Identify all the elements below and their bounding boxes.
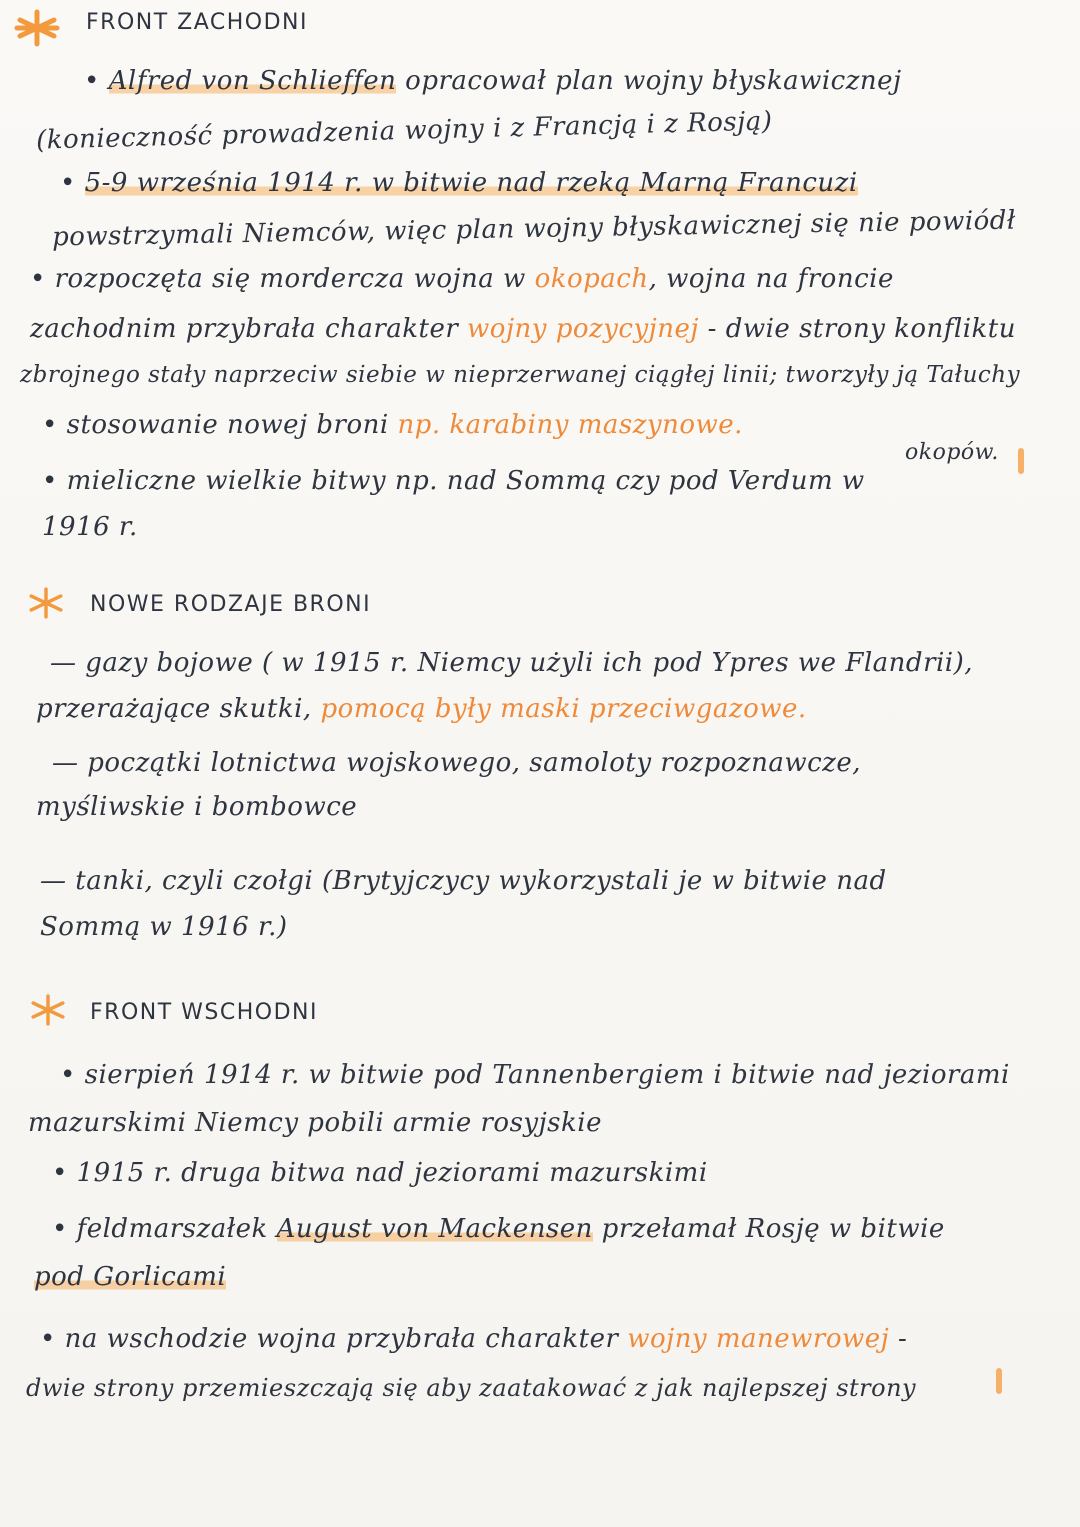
star-icon — [26, 585, 66, 621]
note-line: • 1915 r. druga bitwa nad jeziorami mazurskimi — [52, 1158, 708, 1188]
note-line — [30, 314, 1016, 344]
note-line: Sommą w 1916 r.) — [40, 912, 288, 942]
note-line: • mieliczne wielkie bitwy np. nad Sommą czy pod Verdum w — [42, 466, 865, 496]
text: mieliczne wielkie bitwy np. nad Sommą czy pod Verdum w — [66, 466, 865, 496]
text: przełamał Rosję w bitwie — [592, 1214, 945, 1244]
note-line: • na wschodzie wojna przybrała charakter wojny manewrowej - — [40, 1324, 908, 1354]
text: sierpień 1914 r. w bitwie pod Tannenbergiem i bitwie nad jeziorami — [84, 1060, 1010, 1090]
text: przerażające skutki, — [36, 694, 312, 724]
orange-text: wojny pozycyjnej — [467, 314, 699, 344]
text: - — [889, 1324, 908, 1354]
text: stosowanie nowej broni — [66, 410, 398, 440]
text: rozpoczęta się mordercza wojna w — [54, 264, 535, 294]
text: na wschodzie wojna przybrała charakter — [64, 1324, 628, 1354]
exclamation-mark — [1018, 448, 1024, 474]
section-heading: FRONT WSCHODNI — [90, 1000, 318, 1025]
note-line: • rozpoczęta się mordercza wojna w okopach, wojna na froncie — [30, 264, 894, 294]
note-line: powstrzymali Niemców, więc plan wojny błyskawicznej się nie powiódł — [51, 205, 1017, 253]
note-line: 1916 r. — [42, 512, 138, 542]
text: , wojna na froncie — [648, 264, 894, 294]
note-line: okopów. — [905, 440, 999, 465]
star-icon — [14, 8, 60, 48]
note-line: zbrojnego stały naprzeciw siebie w nieprzerwanej ciągłej linii; tworzyły ją Tałuchy — [20, 362, 1021, 388]
note-line: • sierpień 1914 r. w bitwie pod Tannenbergiem i bitwie nad jeziorami — [60, 1060, 1010, 1090]
orange-text: np. karabiny maszynowe. — [397, 410, 743, 440]
note-line: (konieczność prowadzenia wojny i z Francją i z Rosją) — [35, 106, 773, 156]
exclamation-mark — [996, 1368, 1002, 1394]
note-line: mazurskimi Niemcy pobili armie rosyjskie — [28, 1108, 602, 1138]
highlight: August von Mackensen — [276, 1214, 593, 1244]
note-line: dwie strony przemieszczają się aby zaatakować z jak najlepszej strony — [26, 1374, 917, 1402]
note-line: • stosowanie nowej broni np. karabiny maszynowe. — [42, 410, 743, 440]
highlight: Alfred von Schlieffen — [108, 66, 397, 96]
orange-text: okopach — [534, 264, 649, 294]
note-line: • 5-9 września 1914 r. w bitwie nad rzeką Marną Francuzi — [60, 168, 858, 198]
orange-text: wojny manewrowej — [627, 1324, 890, 1354]
section-heading: FRONT ZACHODNI — [86, 10, 308, 35]
note-line — [34, 1262, 226, 1292]
note-line: — początki lotnictwa wojskowego, samoloty rozpoznawcze, — [52, 748, 862, 778]
note-line: • feldmarszałek August von Mackensen przełamał Rosję w bitwie — [52, 1214, 945, 1244]
highlight: pod Gorlicami — [34, 1262, 227, 1292]
note-line: — tanki, czyli czołgi (Brytyjczycy wykorzystali je w bitwie nad — [40, 866, 887, 896]
text: opracował plan wojny błyskawicznej — [396, 66, 902, 96]
note-line: myśliwskie i bombowce — [36, 792, 358, 822]
orange-text: pomocą były maski przeciwgazowe. — [311, 694, 807, 724]
star-icon — [28, 992, 68, 1028]
note-line: • Alfred von Schlieffen opracował plan wojny błyskawicznej — [84, 66, 902, 96]
note-line — [36, 694, 807, 724]
highlight: 5-9 września 1914 r. w bitwie nad rzeką Marną Francuzi — [84, 168, 858, 198]
text: - dwie strony konfliktu — [698, 314, 1016, 344]
text: zachodnim przybrała charakter — [30, 314, 468, 344]
section-heading: NOWE RODZAJE BRONI — [90, 592, 372, 617]
text: 1915 r. druga bitwa nad jeziorami mazurskimi — [76, 1158, 708, 1188]
text: feldmarszałek — [76, 1214, 277, 1244]
note-line: — gazy bojowe ( w 1915 r. Niemcy użyli ich pod Ypres we Flandrii), — [50, 648, 974, 678]
